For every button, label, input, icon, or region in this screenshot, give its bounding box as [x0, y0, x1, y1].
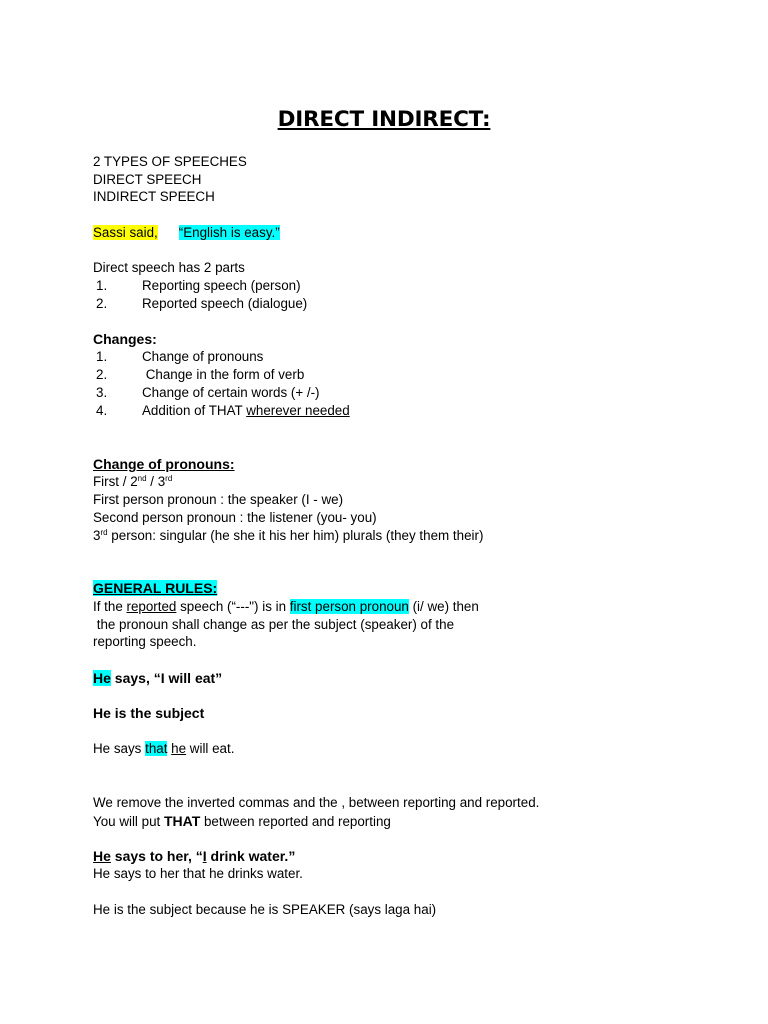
example2-direct	[93, 847, 295, 865]
rules-heading	[93, 579, 217, 597]
example2-text: drink water.”	[206, 848, 296, 864]
example1-direct	[93, 669, 222, 687]
example2-indirect: He says to her that he drinks water.	[93, 866, 303, 881]
parts-intro: Direct speech has 2 parts	[93, 260, 245, 275]
page-title: DIRECT INDIRECT:	[277, 107, 491, 132]
types-item-indirect: INDIRECT SPEECH	[93, 189, 215, 204]
indirect-text: He says	[93, 741, 146, 756]
list-text: Reported speech (dialogue)	[142, 296, 308, 311]
list-number: 2.	[96, 367, 108, 382]
superscript: nd	[137, 474, 147, 483]
rules-text: If the	[93, 599, 127, 614]
third-num: 3	[93, 528, 101, 543]
list-item	[96, 402, 350, 420]
notes-line-2	[93, 812, 391, 831]
list-item	[96, 366, 304, 384]
list-item	[96, 348, 263, 366]
list-text: Reporting speech (person)	[142, 278, 301, 293]
types-item-direct: DIRECT SPEECH	[93, 172, 202, 187]
notes-line-1: We remove the inverted commas and the , between reporting and reported.	[93, 795, 540, 810]
subject-highlight: He	[93, 670, 111, 686]
i-underlined: I	[202, 848, 207, 864]
notes-bold: THAT	[163, 813, 201, 829]
superscript: rd	[165, 474, 173, 483]
rules-line-2: the pronoun shall change as per the subject (speaker) of the	[93, 617, 455, 632]
pronouns-text: First / 2	[93, 474, 138, 489]
list-text: Change in the form of verb	[142, 367, 305, 382]
subject-line: He is the subject	[93, 705, 205, 721]
list-text: Change of certain words (+ /-)	[142, 385, 320, 400]
list-number: 4.	[96, 403, 108, 418]
list-number: 3.	[96, 385, 108, 400]
example1-text: says, “I will eat”	[110, 670, 223, 686]
example-line	[93, 224, 280, 242]
that-highlight: that	[145, 741, 168, 756]
pronouns-heading: Change of pronouns:	[93, 456, 235, 472]
changes-heading: Changes:	[93, 331, 157, 347]
list-number: 2.	[96, 296, 108, 311]
example-speaker: Sassi said,	[93, 225, 158, 240]
first-person-line: First person pronoun : the speaker (I - we)	[93, 492, 344, 507]
subject-underlined: He	[93, 848, 111, 864]
example2-text: says to her, “	[110, 848, 203, 864]
pronouns-line	[93, 473, 172, 491]
list-item	[96, 277, 301, 295]
notes-text: between reported and reporting	[200, 814, 391, 829]
rules-line-3: reporting speech.	[93, 634, 197, 649]
list-item	[96, 295, 307, 313]
list-text: Addition of THAT	[142, 403, 247, 418]
list-text-underlined: wherever needed	[246, 403, 350, 418]
second-person-line: Second person pronoun : the listener (you- you)	[93, 510, 377, 525]
superscript: rd	[100, 528, 108, 537]
rules-text-underlined: reported	[126, 599, 177, 614]
final-line: He is the subject because he is SPEAKER (says laga hai)	[93, 902, 437, 917]
list-number: 1.	[96, 349, 108, 364]
rules-line	[93, 598, 479, 616]
he-underlined: he	[171, 741, 187, 756]
third-text: person: singular (he she it his her him) plurals (they them their)	[107, 528, 484, 543]
rules-text: speech (“---") is in	[176, 599, 290, 614]
third-person-line	[93, 527, 483, 545]
types-heading: 2 TYPES OF SPEECHES	[93, 154, 247, 169]
list-item	[96, 384, 320, 402]
list-text: Change of pronouns	[142, 349, 264, 364]
indirect-text: will eat.	[186, 741, 235, 756]
notes-text: You will put	[93, 814, 164, 829]
rules-text: (i/ we) then	[408, 599, 479, 614]
example1-indirect	[93, 740, 234, 758]
rules-highlight: first person pronoun	[289, 599, 409, 614]
pronouns-text: / 3	[146, 474, 166, 489]
rules-heading-text: GENERAL RULES:	[93, 580, 218, 596]
example-quote: “English is easy.”	[178, 225, 280, 240]
list-number: 1.	[96, 278, 108, 293]
